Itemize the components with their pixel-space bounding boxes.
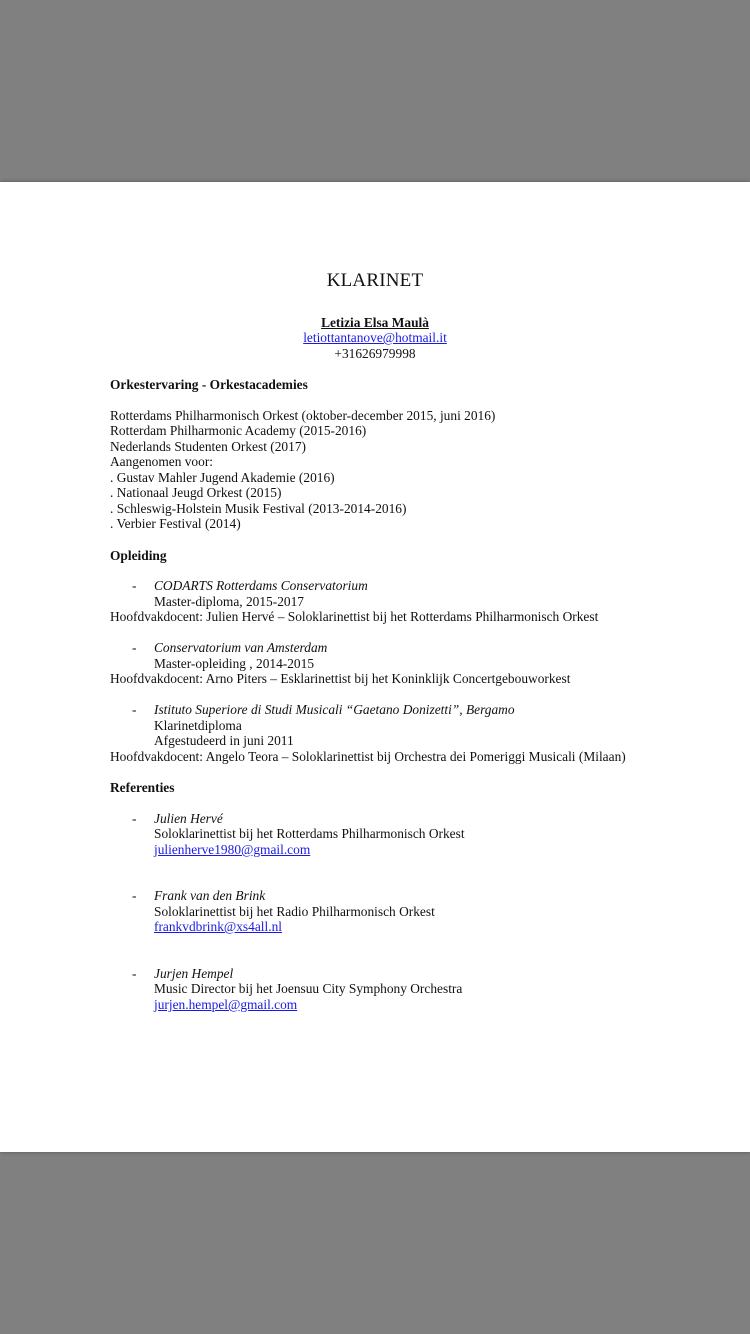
contact-name: Letizia Elsa Maulà (321, 315, 429, 330)
orchestral-line: . Nationaal Jeugd Orkest (2015) (110, 485, 282, 500)
section-heading-orchestral: Orkestervaring - Orkestacademies (110, 377, 308, 392)
reference-name: Julien Hervé (154, 811, 223, 826)
reference-role: Soloklarinettist bij het Rotterdams Philharmonisch Orkest (154, 826, 465, 841)
orchestral-line: Rotterdam Philharmonic Academy (2015-2016) (110, 423, 367, 438)
education-detail: Master-diploma, 2015-2017 (154, 594, 304, 609)
bullet-dash: - (132, 640, 137, 655)
document-page (0, 182, 750, 1152)
education-teacher: Hoofdvakdocent: Julien Hervé – Soloklarinettist bij het Rotterdams Philharmonisch Orkest (110, 609, 599, 624)
reference-name: Jurjen Hempel (154, 966, 234, 981)
bullet-dash: - (132, 888, 137, 903)
bullet-dash: - (132, 702, 137, 717)
education-teacher: Hoofdvakdocent: Angelo Teora – Soloklarinettist bij Orchestra dei Pomeriggi Musicali (Milaan) (110, 749, 626, 764)
education-detail: Master-opleiding , 2014-2015 (154, 656, 315, 671)
bullet-dash: - (132, 811, 137, 826)
education-teacher: Hoofdvakdocent: Arno Piters – Esklarinettist bij het Koninklijk Concertgebouworkest (110, 671, 571, 686)
orchestral-line: Aangenomen voor: (110, 454, 214, 469)
orchestral-line: Rotterdams Philharmonisch Orkest (oktober-december 2015, juni 2016) (110, 408, 496, 423)
reference-email-link[interactable]: julienherve1980@gmail.com (154, 842, 311, 857)
reference-role: Music Director bij het Joensuu City Symphony Orchestra (154, 981, 463, 996)
contact-phone: +31626979998 (334, 346, 416, 361)
reference-name: Frank van den Brink (154, 888, 266, 903)
orchestral-line: . Schleswig-Holstein Musik Festival (2013-2014-2016) (110, 501, 407, 516)
reference-email-row (154, 997, 297, 1013)
education-detail: Afgestudeerd in juni 2011 (154, 733, 294, 748)
reference-email-row (154, 842, 310, 858)
bullet-dash: - (132, 966, 137, 981)
section-heading-references: Referenties (110, 780, 175, 795)
education-institution: Istituto Superiore di Studi Musicali “Gaetano Donizetti”, Bergamo (154, 702, 515, 717)
education-institution: Conservatorium van Amsterdam (154, 640, 328, 655)
reference-email-link[interactable]: jurjen.hempel@gmail.com (154, 997, 298, 1012)
contact-email-row (0, 330, 750, 346)
section-heading-education: Opleiding (110, 548, 167, 563)
orchestral-line: . Verbier Festival (2014) (110, 516, 241, 531)
education-detail: Klarinetdiploma (154, 718, 242, 733)
orchestral-line: . Gustav Mahler Jugend Akademie (2016) (110, 470, 335, 485)
bullet-dash: - (132, 578, 137, 593)
reference-email-row (154, 919, 282, 935)
document-title: KLARINET (326, 270, 424, 291)
reference-role: Soloklarinettist bij het Radio Philharmonisch Orkest (154, 904, 435, 919)
orchestral-line: Nederlands Studenten Orkest (2017) (110, 439, 306, 454)
reference-email-link[interactable]: frankvdbrink@xs4all.nl (154, 919, 282, 934)
education-institution: CODARTS Rotterdams Conservatorium (154, 578, 368, 593)
contact-email-link[interactable]: letiottantanove@hotmail.it (303, 330, 447, 345)
